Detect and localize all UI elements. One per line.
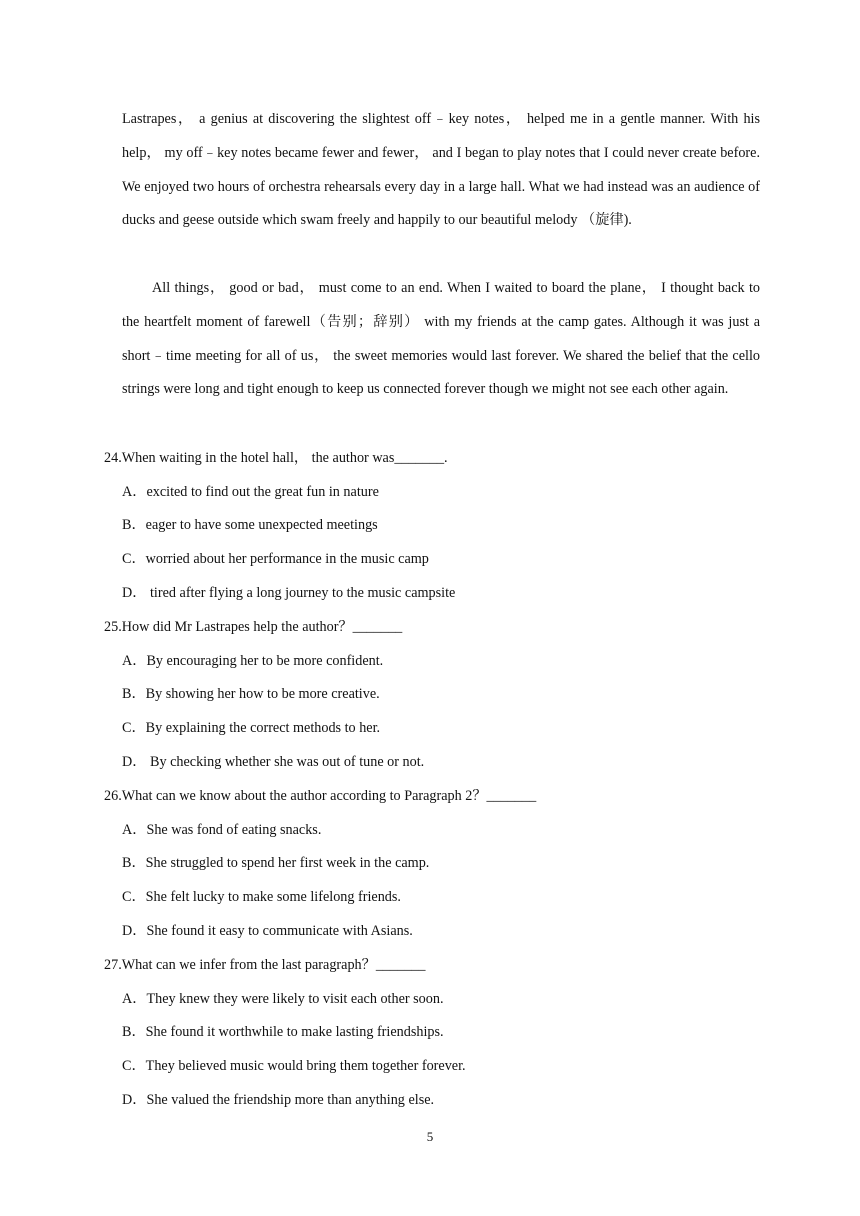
question-25-option-b (122, 684, 380, 704)
option-letter: C． (122, 551, 146, 567)
question-27-option-d (122, 1090, 434, 1110)
option-text: She was fond of eating snacks. (146, 822, 322, 838)
question-27-option-c (122, 1056, 466, 1076)
question-25-stem: 25.How did Mr Lastrapes help the author？_______ (104, 619, 403, 635)
passage-paragraph-2: All things， good or bad， must come to an end. When I waited to board the plane， I thought back to the heartfelt moment of farewell（告别；辞别） with my friends at the camp gates. Although it was just a short﹣time meeting for all of us， the sweet memories would last forever. We shared the belief that the cello strings were long and tight enough to keep us connected forever though we might not see each other again. (122, 280, 760, 398)
option-letter: B． (122, 517, 146, 533)
question-26-option-a (122, 820, 321, 840)
question-24-option-a (122, 482, 379, 502)
option-letter: C． (122, 889, 146, 905)
question-27-option-a (122, 989, 444, 1009)
question-26-option-b (122, 853, 429, 873)
option-letter: A． (122, 653, 147, 669)
question-27-option-b (122, 1022, 444, 1042)
option-text: She struggled to spend her first week in the camp. (145, 855, 430, 871)
question-27-stem: 27.What can we infer from the last paragraph？_______ (104, 957, 426, 973)
option-text: They knew they were likely to visit each other soon. (146, 991, 444, 1007)
passage-paragraph-1: Lastrapes， a genius at discovering the slightest off﹣key notes， helped me in a gentle manner. With his help， my off﹣key notes became fewer and fewer， and I began to play notes that I could never create before. We enjoyed two hours of orchestra rehearsals every day in a large hall. What we had instead was an audience of ducks and geese outside which swam freely and happily to our beautiful melody （旋律). (122, 111, 760, 229)
option-letter: B． (122, 855, 146, 871)
option-text: By showing her how to be more creative. (145, 686, 380, 702)
option-letter: D． (122, 923, 147, 939)
option-text: By explaining the correct methods to her. (145, 720, 381, 736)
question-26-stem: 26.What can we know about the author according to Paragraph 2？_______ (104, 788, 537, 804)
question-24-option-c (122, 549, 429, 569)
question-25-option-c (122, 718, 380, 738)
option-text: tired after flying a long journey to the music campsite (146, 585, 456, 601)
option-text: eager to have some unexpected meetings (145, 517, 378, 533)
option-letter: D． (122, 1092, 147, 1108)
option-text: They believed music would bring them together forever. (145, 1058, 466, 1074)
option-letter: D． (122, 754, 147, 770)
option-text: She felt lucky to make some lifelong friends. (145, 889, 401, 905)
option-text: By checking whether she was out of tune or not. (146, 754, 425, 770)
option-letter: C． (122, 720, 146, 736)
option-letter: A． (122, 991, 147, 1007)
option-text: excited to find out the great fun in nature (146, 484, 379, 500)
option-letter: B． (122, 686, 146, 702)
question-26-option-c (122, 887, 401, 907)
option-letter: A． (122, 822, 147, 838)
option-letter: A． (122, 484, 147, 500)
option-letter: C． (122, 1058, 146, 1074)
option-text: worried about her performance in the music camp (145, 551, 429, 567)
option-text: She found it worthwhile to make lasting friendships. (145, 1024, 444, 1040)
question-24-option-d (122, 583, 455, 603)
option-letter: D． (122, 585, 147, 601)
question-24-option-b (122, 515, 378, 535)
question-24-stem: 24.When waiting in the hotel hall， the author was_______. (104, 450, 448, 466)
option-text: She found it easy to communicate with Asians. (146, 923, 413, 939)
option-text: By encouraging her to be more confident. (146, 653, 384, 669)
option-letter: B． (122, 1024, 146, 1040)
page-number: 5 (426, 1129, 434, 1144)
question-25-option-a (122, 651, 383, 671)
question-26-option-d (122, 921, 413, 941)
question-25-option-d (122, 752, 424, 772)
option-text: She valued the friendship more than anything else. (146, 1092, 435, 1108)
